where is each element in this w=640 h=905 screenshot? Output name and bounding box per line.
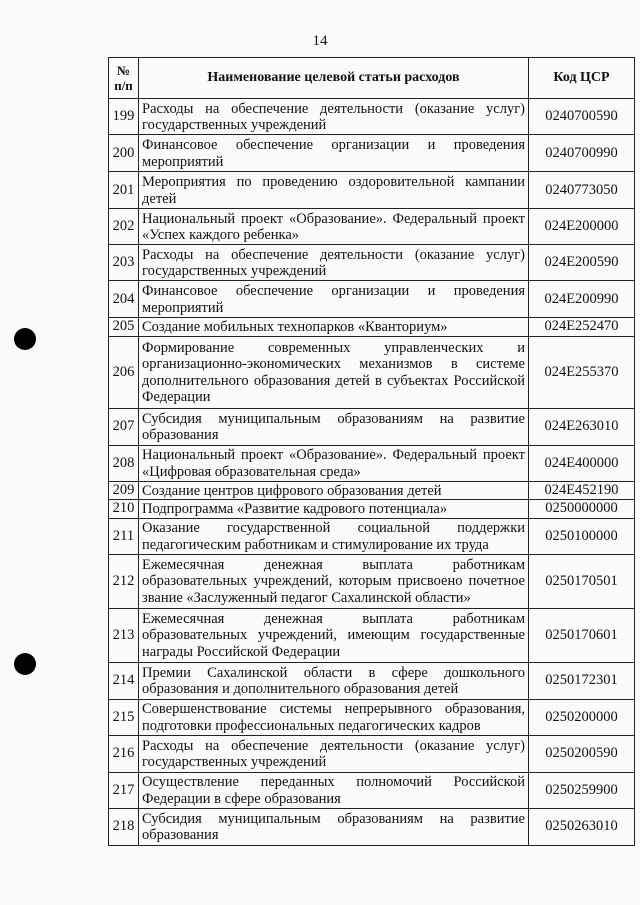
expense-codes-table-wrapper	[108, 57, 634, 846]
table-row	[109, 408, 635, 445]
row-number: 213	[109, 608, 139, 662]
row-name: Создание центров цифрового образования детей	[139, 481, 529, 500]
row-number: 217	[109, 772, 139, 808]
row-code: 0250170601	[529, 608, 635, 662]
table-row	[109, 808, 635, 845]
row-number: 207	[109, 408, 139, 445]
row-name: Расходы на обеспечение деятельности (оказание услуг) государственных учреждений	[139, 735, 529, 772]
row-name: Финансовое обеспечение организации и проведения мероприятий	[139, 281, 529, 318]
row-number: 212	[109, 554, 139, 608]
row-name: Формирование современных управленческих и организационно-экономических механизмов в системе дополнительного образования детей в субъектах Российской Федерации	[139, 336, 529, 408]
row-code: 0250172301	[529, 662, 635, 699]
row-name: Премии Сахалинской области в сфере дошкольного образования и дополнительного образования детей	[139, 662, 529, 699]
table-row	[109, 481, 635, 500]
table-row	[109, 608, 635, 662]
expense-codes-table	[108, 57, 635, 846]
row-code: 024E255370	[529, 336, 635, 408]
row-name: Расходы на обеспечение деятельности (оказание услуг) государственных учреждений	[139, 99, 529, 135]
table-row	[109, 554, 635, 608]
row-code: 0250263010	[529, 808, 635, 845]
row-name: Мероприятия по проведению оздоровительной кампании детей	[139, 172, 529, 209]
table-row	[109, 99, 635, 135]
header-code: Код ЦСР	[529, 58, 635, 99]
table-row	[109, 281, 635, 318]
table-row	[109, 209, 635, 245]
row-number: 210	[109, 500, 139, 519]
row-code: 0250100000	[529, 518, 635, 554]
row-number: 214	[109, 662, 139, 699]
row-name: Субсидия муниципальным образованиям на развитие образования	[139, 808, 529, 845]
row-name: Расходы на обеспечение деятельности (оказание услуг) государственных учреждений	[139, 245, 529, 281]
row-number: 218	[109, 808, 139, 845]
table-row	[109, 662, 635, 699]
binder-hole-bottom	[14, 653, 36, 675]
row-code: 0250259900	[529, 772, 635, 808]
row-code: 024E263010	[529, 408, 635, 445]
header-num-line1: №	[116, 63, 131, 78]
table-body	[109, 99, 635, 846]
row-number: 202	[109, 209, 139, 245]
row-code: 0250200000	[529, 699, 635, 735]
table-row	[109, 772, 635, 808]
row-code: 024E200590	[529, 245, 635, 281]
header-name: Наименование целевой статьи расходов	[139, 58, 529, 99]
row-number: 209	[109, 481, 139, 500]
row-name: Оказание государственной социальной поддержки педагогическим работникам и стимулирование их труда	[139, 518, 529, 554]
row-code: 024E200990	[529, 281, 635, 318]
row-number: 215	[109, 699, 139, 735]
table-row	[109, 735, 635, 772]
row-name: Субсидия муниципальным образованиям на развитие образования	[139, 408, 529, 445]
row-number: 211	[109, 518, 139, 554]
table-row	[109, 518, 635, 554]
table-header-row	[109, 58, 635, 99]
row-code: 024E252470	[529, 318, 635, 337]
row-number: 204	[109, 281, 139, 318]
header-num	[109, 58, 139, 99]
row-name: Создание мобильных технопарков «Кванториум»	[139, 318, 529, 337]
row-name: Ежемесячная денежная выплата работникам образовательных учреждений, которым присвоено почетное звание «Заслуженный педагог Сахалинской области»	[139, 554, 529, 608]
page-number: 14	[312, 33, 328, 49]
row-code: 0250000000	[529, 500, 635, 519]
row-name: Национальный проект «Образование». Федеральный проект «Цифровая образовательная среда»	[139, 445, 529, 481]
row-code: 0250200590	[529, 735, 635, 772]
table-row	[109, 445, 635, 481]
table-row	[109, 172, 635, 209]
row-number: 201	[109, 172, 139, 209]
row-number: 206	[109, 336, 139, 408]
row-name: Финансовое обеспечение организации и проведения мероприятий	[139, 135, 529, 172]
table-row	[109, 336, 635, 408]
table-row	[109, 318, 635, 337]
row-code: 0240700990	[529, 135, 635, 172]
row-name: Осуществление переданных полномочий Российской Федерации в сфере образования	[139, 772, 529, 808]
row-number: 208	[109, 445, 139, 481]
binder-hole-top	[14, 328, 36, 350]
row-code: 024E200000	[529, 209, 635, 245]
row-name: Ежемесячная денежная выплата работникам образовательных учреждений, имеющим государственные награды Российской Федерации	[139, 608, 529, 662]
table-row	[109, 500, 635, 519]
row-number: 203	[109, 245, 139, 281]
row-number: 216	[109, 735, 139, 772]
table-row	[109, 245, 635, 281]
row-number: 200	[109, 135, 139, 172]
row-code: 0240773050	[529, 172, 635, 209]
table-row	[109, 699, 635, 735]
row-number: 199	[109, 99, 139, 135]
row-name: Совершенствование системы непрерывного образования, подготовки профессиональных педагогических кадров	[139, 699, 529, 735]
row-code: 024E400000	[529, 445, 635, 481]
row-code: 0240700590	[529, 99, 635, 135]
row-number: 205	[109, 318, 139, 337]
row-name: Национальный проект «Образование». Федеральный проект «Успех каждого ребенка»	[139, 209, 529, 245]
row-code: 0250170501	[529, 554, 635, 608]
table-row	[109, 135, 635, 172]
row-name: Подпрограмма «Развитие кадрового потенциала»	[139, 500, 529, 519]
header-num-line2: п/п	[114, 78, 133, 93]
row-code: 024E452190	[529, 481, 635, 500]
